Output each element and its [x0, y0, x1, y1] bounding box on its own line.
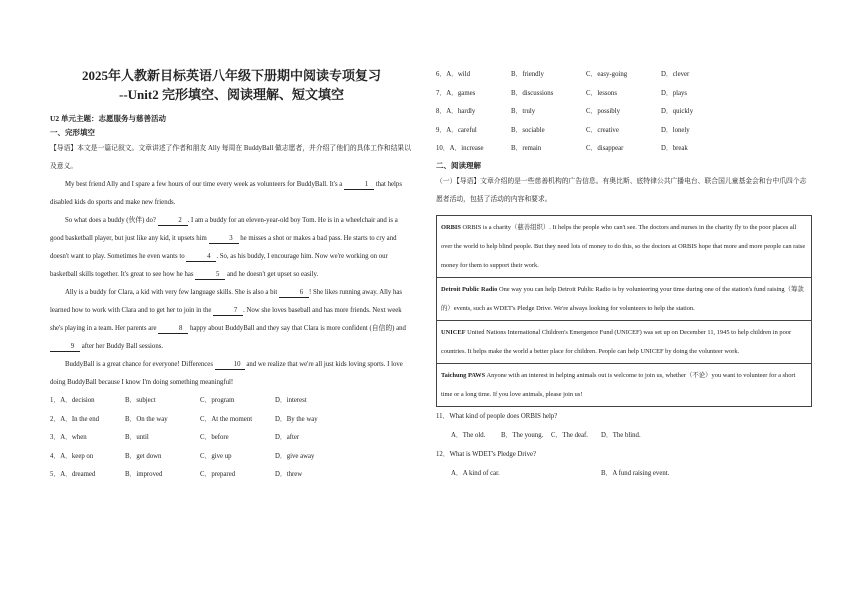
question-11: 11．What kind of people does ORBIS help?: [436, 412, 558, 420]
guide-paragraph: 【导语】本文是一篇记叙文。文章讲述了作者和朋友 Ally 每周在 BuddyBall 做志愿者，并介绍了他们的具体工作和结果以及意义。: [50, 145, 411, 170]
passage-paragraph-4: [50, 356, 413, 392]
option: C．before: [200, 434, 229, 441]
charity-text: Anyone with an interest in helping animals out is welcome to join us, whether（不论）you want to volunteer for a short time or a long time. If you love animals, please join us!: [441, 371, 796, 398]
blank-6: 6: [279, 288, 309, 298]
charity-row: [437, 216, 811, 277]
left-column: [50, 66, 413, 485]
option: C．give up: [200, 452, 232, 460]
option: B．until: [125, 434, 149, 441]
option: B．remain: [511, 145, 542, 152]
page-title: 2025年人教新目标英语八年级下册期中阅读专项复习: [81, 68, 381, 83]
cloze-options-6-10: [436, 66, 812, 159]
option: 1．A．decision: [50, 397, 95, 404]
option: D．lonely: [661, 126, 690, 134]
option: 6．A．wild: [436, 71, 470, 78]
option: 4．A．keep on: [50, 452, 94, 460]
charity-text: United Nations International Children's Emergence Fund (UNICEF) was set up on December 11, 1945 to help children in poor countries. It helps make the world a better place for children. People can help UNICEF by doing the volunteer work.: [441, 328, 792, 355]
option: B．get down: [125, 452, 162, 460]
charity-name: ORBIS: [441, 223, 461, 231]
charity-table: [436, 215, 812, 407]
passage-text: Ally is a buddy for Clara, a kid with very few language skills. She is also a bit: [64, 289, 278, 296]
option: B．On the way: [125, 415, 168, 423]
option: B．A fund raising event.: [601, 469, 670, 477]
charity-row: [437, 320, 811, 363]
question-12-options: [436, 465, 812, 483]
option: D．plays: [661, 89, 688, 97]
passage-text: . I am a buddy for an eleven-year-old boy Tom. He is in a wheelchair and is a good basketball player, but just like any kid, it upsets him: [50, 217, 398, 242]
passage-text: . Now she loves baseball and has more friends. Next week she's playing in a team. Her parents are: [50, 307, 402, 332]
option: D．break: [661, 145, 688, 152]
section-heading-reading: 二、阅读理解: [436, 160, 481, 170]
option: C．possibly: [586, 108, 620, 115]
option: B．improved: [125, 471, 163, 478]
option: B．friendly: [511, 71, 544, 78]
passage-text: he misses a shot or makes a bad pass. He starts to cry and doesn't want to play. Sometimes he even wants to: [50, 235, 397, 260]
blank-4: 4: [186, 252, 216, 262]
option: 2．A．In the end: [50, 415, 100, 423]
passage-text: happy about BuddyBall and they say that Clara is more confident (自信的) and: [189, 325, 406, 332]
blank-1: 1: [344, 180, 374, 190]
option: B．The young.: [501, 431, 544, 439]
option: C．program: [200, 397, 235, 404]
charity-text: One way you can help Detroit Public Radio is by volunteering your time during one of the station's fund raising（筹款的）events, such as WDET's Pledge Drive. We're always looking for volunteers to help the station.: [441, 285, 804, 312]
option: C．The deaf.: [551, 431, 588, 439]
charity-text: ORBIS is a charity（慈善组织）. It helps the people who can't see. The doctors and nurses in the charity fly to the poor places all over the world to help blind people. But they need lots of money to do this, so the doctors at ORBIS hope that more and more people can raise money for them to support their work.: [441, 223, 806, 269]
option: 7．A．games: [436, 89, 476, 97]
option: C．prepared: [200, 471, 236, 478]
option: D．give away: [275, 452, 315, 460]
question-12: 12．What is WDET's Pledge Drive?: [436, 450, 537, 458]
unit-theme: U2 单元主题：志愿服务与慈善活动: [50, 114, 167, 123]
passage-text: and we realize that we're all just kids loving sports. I love doing BuddyBall because I know I'm doing something meaningful!: [50, 361, 403, 386]
charity-name: UNICEF: [441, 328, 466, 336]
option: B．subject: [125, 397, 156, 404]
blank-8: 8: [158, 324, 188, 334]
option: A．The old.: [451, 431, 486, 439]
option: C．At the moment: [200, 415, 253, 423]
charity-name: Taichung PAWS: [441, 371, 486, 379]
passage-text: after her Buddy Ball sessions.: [81, 343, 164, 350]
option: C．easy-going: [586, 71, 628, 78]
option: D．quickly: [661, 108, 694, 115]
blank-9: 9: [50, 342, 80, 352]
option: B．sociable: [511, 126, 545, 134]
charity-name: Detroit Public Radio: [441, 285, 498, 293]
option: 10．A．increase: [436, 145, 484, 152]
right-column: [436, 66, 812, 483]
passage-paragraph-1: [50, 176, 413, 212]
passage-text: and he doesn't get upset so easily.: [226, 271, 319, 278]
cloze-options-1-5: [50, 392, 413, 485]
option: 8．A．hardly: [436, 108, 476, 115]
passage-text: ! She likes running away. Ally has learned how to work with Clara and to get her to join in the: [50, 289, 403, 314]
option: D．interest: [275, 397, 307, 404]
option: C．lessons: [586, 89, 617, 97]
charity-row: [437, 363, 811, 406]
passage-text: So what does a buddy (伙伴) do?: [64, 217, 156, 224]
passage-text: BuddyBall is a great chance for everyone! Differences: [64, 361, 213, 368]
option: 9．A．careful: [436, 126, 477, 134]
section-heading-cloze: 一、完形填空: [50, 128, 95, 137]
guide-paragraph: （一）【导语】文章介绍的是一些慈善机构的广告信息。有奥比斯、底特律公共广播电台、联合国儿童基金会和台中爪四个志愿者活动，包括了活动的内容和要求。: [436, 177, 807, 203]
option: 3．A．when: [50, 434, 87, 441]
passage-text: My best friend Ally and I spare a few hours of our time every week as volunteers for BuddyBall. It's a: [64, 181, 343, 188]
blank-7: 7: [213, 306, 243, 316]
passage-paragraph-2: [50, 212, 413, 284]
option: C．disappear: [586, 145, 624, 152]
blank-10: 10: [215, 360, 245, 370]
option: D．after: [275, 434, 300, 441]
option: 5．A．dreamed: [50, 471, 96, 478]
option: D．By the way: [275, 415, 318, 423]
blank-2: 2: [158, 216, 188, 226]
passage-text: . So, as his buddy, I encourage him. Now we're working on our basketball skills together. It's great to see how he has: [50, 253, 388, 278]
option: C．creative: [586, 126, 619, 134]
option: D．threw: [275, 471, 303, 478]
option: D．clever: [661, 71, 690, 78]
option: B．discussions: [511, 89, 554, 97]
blank-5: 5: [195, 270, 225, 280]
option: B．truly: [511, 108, 536, 115]
option: A．A kind of car.: [451, 469, 500, 477]
blank-3: 3: [209, 234, 239, 244]
page-subtitle: --Unit2 完形填空、阅读理解、短文填空: [119, 87, 344, 102]
question-11-options: [436, 427, 812, 445]
passage-text: that helps disabled kids do sports and make new friends.: [50, 181, 402, 206]
charity-row: [437, 277, 811, 320]
passage-paragraph-3: [50, 284, 413, 356]
option: D．The blind.: [601, 431, 641, 439]
